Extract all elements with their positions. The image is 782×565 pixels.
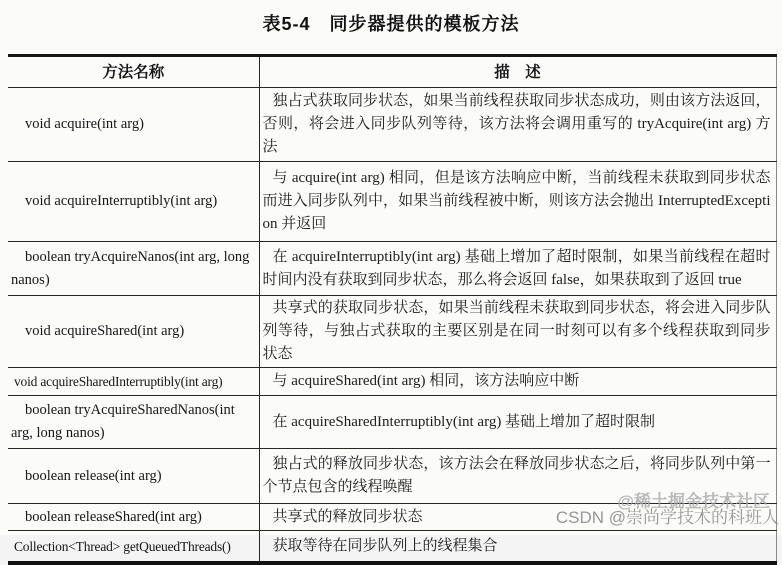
method-name-cell: void acquireShared(int arg) <box>8 296 259 368</box>
method-name-cell: boolean releaseShared(int arg) <box>8 504 259 531</box>
method-description-cell: 与 acquire(int arg) 相同，但是该方法响应中断，当前线程未获取到同步状态而进入同步队列中，如果当前线程被中断，则该方法会抛出 InterruptedException 并返回 <box>259 162 776 242</box>
method-description-cell: 在 acquireSharedInterruptibly(int arg) 基础上增加了超时限制 <box>259 396 776 449</box>
template-methods-table <box>8 54 777 565</box>
method-name-cell: boolean tryAcquireNanos(int arg, long nanos) <box>8 242 259 296</box>
method-description-cell: 获取等待在同步队列上的线程集合 <box>259 531 776 564</box>
table-row <box>8 449 776 504</box>
table-row <box>8 242 776 296</box>
table-row <box>8 396 776 449</box>
table-title: 表5-4 同步器提供的模板方法 <box>262 14 520 34</box>
method-name-cell: void acquire(int arg) <box>8 88 259 162</box>
method-description-cell: 独占式的释放同步状态，该方法会在释放同步状态之后，将同步队列中第一个节点包含的线程唤醒 <box>259 449 776 504</box>
header-description: 描 述 <box>259 56 776 88</box>
method-name-cell: boolean release(int arg) <box>8 449 259 504</box>
table-row <box>8 296 776 368</box>
watermark-juejin: @稀土掘金技术社区 <box>617 492 770 511</box>
table-row <box>8 504 776 531</box>
method-name-cell: void acquireSharedInterruptibly(int arg) <box>8 368 259 396</box>
method-name-cell: Collection<Thread> getQueuedThreads() <box>8 531 259 564</box>
method-description-cell: 共享式的获取同步状态，如果当前线程未获取到同步状态，将会进入同步队列等待，与独占式获取的主要区别是在同一时刻可以有多个线程获取到同步状态 <box>259 296 776 368</box>
method-name-cell: boolean tryAcquireSharedNanos(int arg, long nanos) <box>8 396 259 449</box>
method-description-cell: 独占式获取同步状态，如果当前线程获取同步状态成功，则由该方法返回，否则，将会进入同步队列等待，该方法将会调用重写的 tryAcquire(int arg) 方法 <box>259 88 776 162</box>
table-row <box>8 368 776 396</box>
table-header <box>8 56 776 88</box>
method-description-cell: 与 acquireShared(int arg) 相同，该方法响应中断 <box>259 368 776 396</box>
table-row <box>8 162 776 242</box>
header-row <box>8 56 776 88</box>
method-description-cell: 在 acquireInterruptibly(int arg) 基础上增加了超时限制，如果当前线程在超时时间内没有获取到同步状态，那么将会返回 false，如果获取到了返回 true <box>259 242 776 296</box>
watermark-csdn: CSDN @崇尚学技术的科班人 <box>555 508 779 527</box>
table-row <box>8 531 776 564</box>
method-description-cell: 共享式的释放同步状态 <box>259 504 776 531</box>
header-method-name: 方法名称 <box>8 56 259 88</box>
table-row <box>8 88 776 162</box>
table-body <box>8 88 776 564</box>
method-name-cell: void acquireInterruptibly(int arg) <box>8 162 259 242</box>
